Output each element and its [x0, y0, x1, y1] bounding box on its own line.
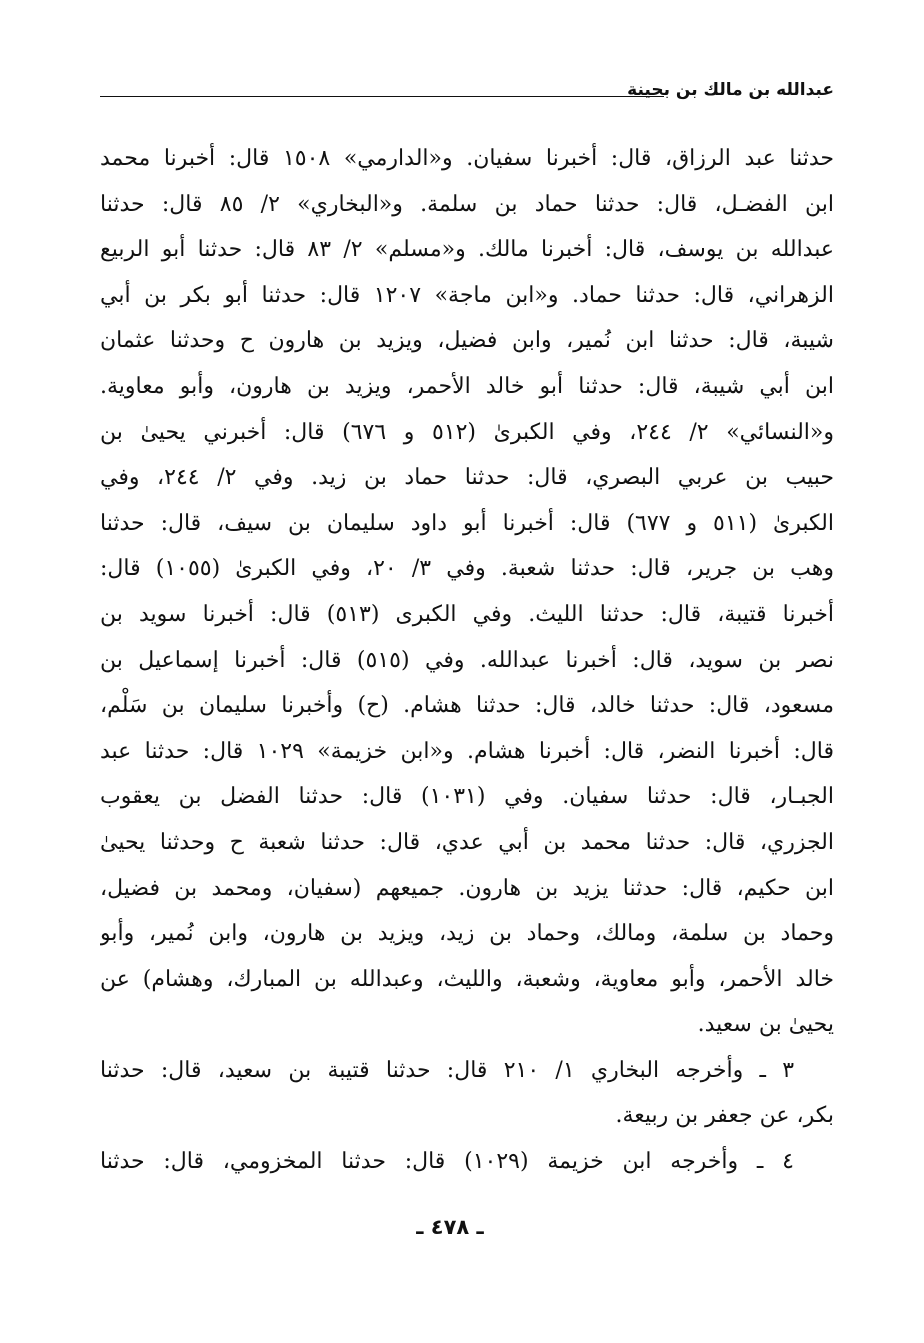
text-line: شيبة، قال: حدثنا ابن نُمير، وابن فضيل، ويزيد بن هارون ح وحدثنا عثمان — [100, 328, 834, 354]
text-line: نصر بن سويد، قال: أخبرنا عبدالله. وفي (٥١٥) قال: أخبرنا إسماعيل بن — [100, 647, 834, 673]
text-line: الكبرىٰ (٥١١ و ٦٧٧) قال: أخبرنا أبو داود سليمان بن سيف، قال: حدثنا — [100, 510, 834, 536]
text-line: مسعود، قال: حدثنا خالد، قال: حدثنا هشام. (ح) وأخبرنا سليمان بن سَلْم، — [100, 693, 834, 719]
text-line: ٣ ـ وأخرجه البخاري ١/ ٢١٠ قال: حدثنا قتيبة بن سعيد، قال: حدثنا — [100, 1057, 795, 1083]
paragraph-3 — [100, 1139, 834, 1185]
running-header — [100, 78, 834, 106]
paragraph-1 — [100, 136, 834, 1048]
text-line: عبدالله بن يوسف، قال: أخبرنا مالك. و«مسلم» ٢/ ٨٣ قال: حدثنا أبو الربيع — [100, 237, 834, 263]
text-line: أخبرنا قتيبة، قال: حدثنا الليث. وفي الكبرى (٥١٣) قال: أخبرنا سويد بن — [100, 601, 834, 627]
page-number: ـ ٤٧٨ ـ — [416, 1215, 484, 1239]
text-line: ابن الفضـل، قال: حدثنا حماد بن سلمة. و«البخاري» ٢/ ٨٥ قال: حدثنا — [100, 191, 834, 217]
text-line: حدثنا عبد الرزاق، قال: أخبرنا سفيان. و«الدارمي» ١٥٠٨ قال: أخبرنا محمد — [100, 146, 834, 171]
text-line: ابن أبي شيبة، قال: حدثنا أبو خالد الأحمر، ويزيد بن هارون، وأبو معاوية. — [100, 373, 834, 399]
text-line: الجبـار، قال: حدثنا سفيان. وفي (١٠٣١) قال: حدثنا الفضل بن يعقوب — [100, 784, 834, 810]
text-line: و«النسائي» ٢/ ٢٤٤، وفي الكبرىٰ (٥١٢ و ٦٧٦) قال: أخبرني يحيىٰ بن — [100, 419, 834, 445]
header-rule — [100, 96, 664, 97]
page-body — [100, 136, 834, 1185]
text-line: وحماد بن سلمة، ومالك، وحماد بن زيد، ويزيد بن هارون، وابن نُمير، وأبو — [100, 921, 834, 947]
text-line: خالد الأحمر، وأبو معاوية، وشعبة، والليث، وعبدالله بن المبارك، وهشام) عن — [100, 966, 834, 992]
paragraph-2 — [100, 1048, 834, 1139]
header-title: عبدالله بن مالك بن بحينة — [627, 80, 834, 100]
text-line: بكر، عن جعفر بن ربيعة. — [615, 1103, 834, 1129]
text-line: ٤ ـ وأخرجه ابن خزيمة (١٠٢٩) قال: حدثنا المخزومي، قال: حدثنا — [100, 1149, 794, 1175]
text-line: ابن حكيم، قال: حدثنا يزيد بن هارون. جميعهم (سفيان، ومحمد بن فضيل، — [100, 875, 834, 901]
text-line: الزهراني، قال: حدثنا حماد. و«ابن ماجة» ١٢٠٧ قال: حدثنا أبو بكر بن أبي — [100, 282, 834, 308]
text-line: وهب بن جرير، قال: حدثنا شعبة. وفي ٣/ ٢٠، وفي الكبرىٰ (١٠٥٥) قال: — [100, 556, 834, 582]
text-line: حبيب بن عربي البصري، قال: حدثنا حماد بن زيد. وفي ٢/ ٢٤٤، وفي — [100, 465, 834, 491]
text-line: الجزري، قال: حدثنا محمد بن أبي عدي، قال: حدثنا شعبة ح وحدثنا يحيىٰ — [100, 829, 834, 855]
text-line: قال: أخبرنا النضر، قال: أخبرنا هشام. و«ابن خزيمة» ١٠٢٩ قال: حدثنا عبد — [100, 738, 834, 764]
text-line: يحيىٰ بن سعيد. — [697, 1012, 834, 1038]
